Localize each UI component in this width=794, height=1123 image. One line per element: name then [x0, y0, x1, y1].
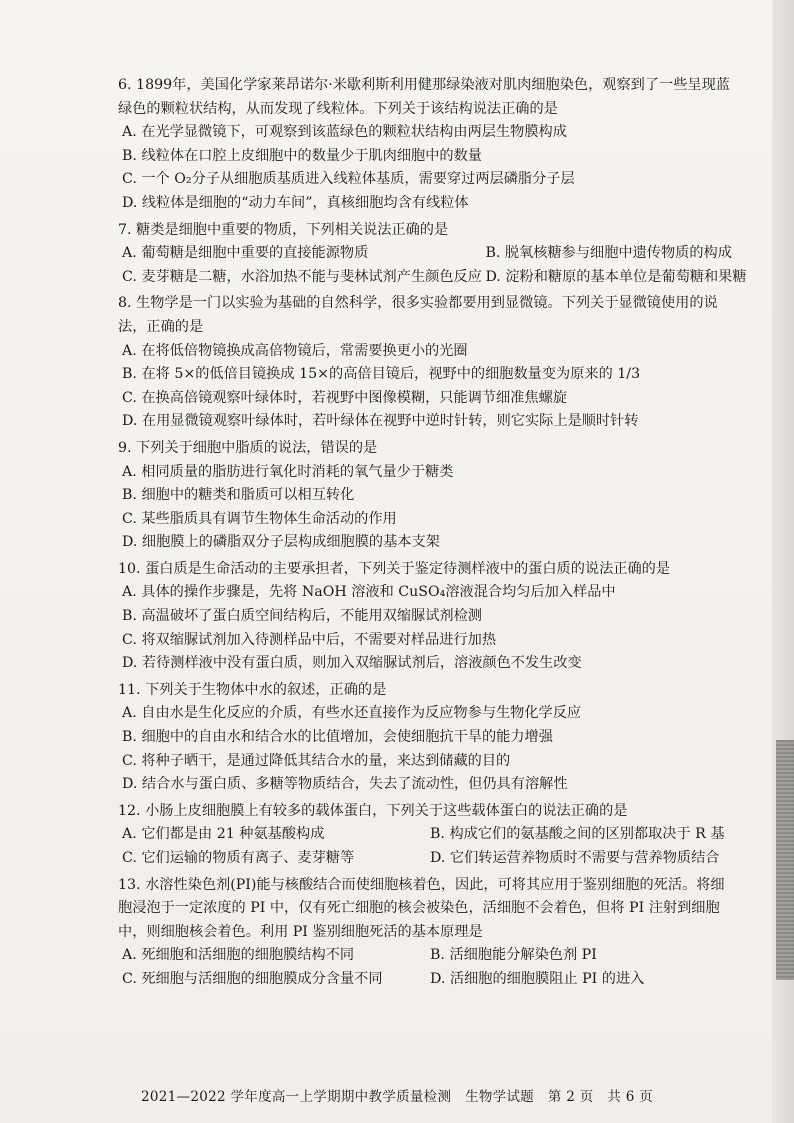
option-a: A. 具体的操作步骤是，先将 NaOH 溶液和 CuSO₄溶液混合均匀后加入样品中	[122, 584, 616, 601]
page-footer: 2021—2022 学年度高一上学期期中教学质量检测 生物学试题 第 2 页 共 6 页	[140, 1089, 654, 1105]
option-d: D. 结合水与蛋白质、多糖等物质结合，失去了流动性，但仍具有溶解性	[122, 776, 568, 793]
question-11	[118, 679, 738, 797]
option-b: B. 活细胞能分解染色剂 PI	[430, 947, 597, 964]
option-d: D. 它们转运营养物质时不需要与营养物质结合	[430, 850, 720, 866]
question-stem: 13. 水溶性染色剂(PI)能与核酸结合而使细胞核着色，因此，可将其应用于鉴别细胞的死活。将细胞浸泡于一定浓度的 PI 中，仅有死亡细胞的核会被染色，活细胞不会着色，但将 PI 注射到细胞中，则细胞核会着色。利用 PI 鉴别细胞死活的基本原理是	[118, 876, 725, 940]
question-7	[118, 219, 747, 290]
option-b: B. 脱氧核糖参与细胞中遗传物质的构成	[485, 245, 732, 262]
option-a: A. 葡萄糖是细胞中重要的直接能源物质	[122, 245, 369, 262]
question-12	[118, 800, 738, 871]
option-b: B. 线粒体在口腔上皮细胞中的数量少于肌肉细胞中的数量	[122, 147, 482, 164]
option-d: D. 线粒体是细胞的“动力车间”，真核细胞均含有线粒体	[122, 194, 469, 211]
option-b: B. 在将 5×的低倍目镜换成 15×的高倍目镜后，视野中的细胞数量变为原来的 1/3	[122, 366, 641, 383]
question-stem: 10. 蛋白质是生命活动的主要承担者，下列关于鉴定待测样液中的蛋白质的说法正确的是	[118, 560, 671, 577]
option-c: C. 死细胞与活细胞的细胞膜成分含量不同	[122, 970, 383, 987]
option-d: D. 若待测样液中没有蛋白质，则加入双缩脲试剂后，溶液颜色不发生改变	[122, 655, 582, 672]
option-b: B. 高温破坏了蛋白质空间结构后，不能用双缩脲试剂检测	[122, 608, 482, 625]
question-stem: 7. 糖类是细胞中重要的物质，下列相关说法正确的是	[118, 221, 449, 238]
option-c: C. 它们运输的物质有离子、麦芽糖等	[122, 850, 355, 866]
question-6	[118, 74, 738, 216]
option-a: A. 在将低倍物镜换成高倍物镜后，常需要换更小的光圈	[122, 342, 468, 359]
question-8	[118, 292, 738, 434]
question-stem: 11. 下列关于生物体中水的叙述，正确的是	[118, 681, 387, 698]
scan-shadow	[776, 740, 794, 980]
option-a: A. 在光学显微镜下，可观察到该蓝绿色的颗粒状结构由两层生物膜构成	[122, 124, 567, 141]
option-c: C. 将双缩脲试剂加入待测样品中后，不需要对样品进行加热	[122, 631, 497, 648]
option-a: A. 它们都是由 21 种氨基酸构成	[122, 826, 325, 843]
question-13	[118, 874, 738, 992]
option-c: C. 在换高倍镜观察叶绿体时，若视野中图像模糊，只能调节细准焦螺旋	[122, 389, 567, 406]
option-b: B. 细胞中的糖类和脂质可以相互转化	[122, 487, 355, 504]
question-stem: 8. 生物学是一门以实验为基础的自然科学，很多实验都要用到显微镜。下列关于显微镜使用的说法，正确的是	[118, 295, 718, 335]
option-d: D. 细胞膜上的磷脂双分子层构成细胞膜的基本支架	[122, 534, 440, 551]
scan-edge-strip	[772, 0, 794, 1123]
option-a: A. 自由水是生化反应的介质，有些水还直接作为反应物参与生物化学反应	[122, 705, 582, 722]
question-list	[118, 74, 747, 992]
question-10	[118, 558, 738, 676]
option-c: C. 某些脂质具有调节生物体生命活动的作用	[122, 510, 397, 527]
option-d: D. 淀粉和糖原的基本单位是葡萄糖和果糖	[485, 268, 747, 285]
option-d: D. 在用显微镜观察叶绿体时，若叶绿体在视野中逆时针转，则它实际上是顺时针转	[122, 413, 639, 430]
option-b: B. 细胞中的自由水和结合水的比值增加，会使细胞抗干旱的能力增强	[122, 729, 553, 746]
option-c: C. 一个 O₂分子从细胞质基质进入线粒体基质，需要穿过两层磷脂分子层	[122, 171, 575, 188]
option-b: B. 构成它们的氨基酸之间的区别都取决于 R 基	[430, 826, 725, 843]
option-a: A. 相同质量的脂肪进行氧化时消耗的氧气量少于糖类	[122, 463, 454, 480]
option-a: A. 死细胞和活细胞的细胞膜结构不同	[122, 947, 355, 964]
option-c: C. 麦芽糖是二糖，水浴加热不能与斐林试剂产生颜色反应	[122, 268, 482, 285]
option-d: D. 活细胞的细胞膜阻止 PI 的进入	[430, 970, 645, 987]
question-9	[118, 437, 738, 555]
question-stem: 9. 下列关于细胞中脂质的说法，错误的是	[118, 439, 378, 456]
question-stem: 6. 1899年，美国化学家莱昂诺尔·米歇利斯利用健那绿染液对肌肉细胞染色，观察到了一些呈现蓝绿色的颗粒状结构，从而发现了线粒体。下列关于该结构说法正确的是	[118, 77, 730, 117]
question-stem: 12. 小肠上皮细胞膜上有较多的载体蛋白，下列关于这些载体蛋白的说法正确的是	[118, 802, 628, 819]
option-c: C. 将种子晒干，是通过降低其结合水的量，来达到储藏的目的	[122, 752, 511, 769]
